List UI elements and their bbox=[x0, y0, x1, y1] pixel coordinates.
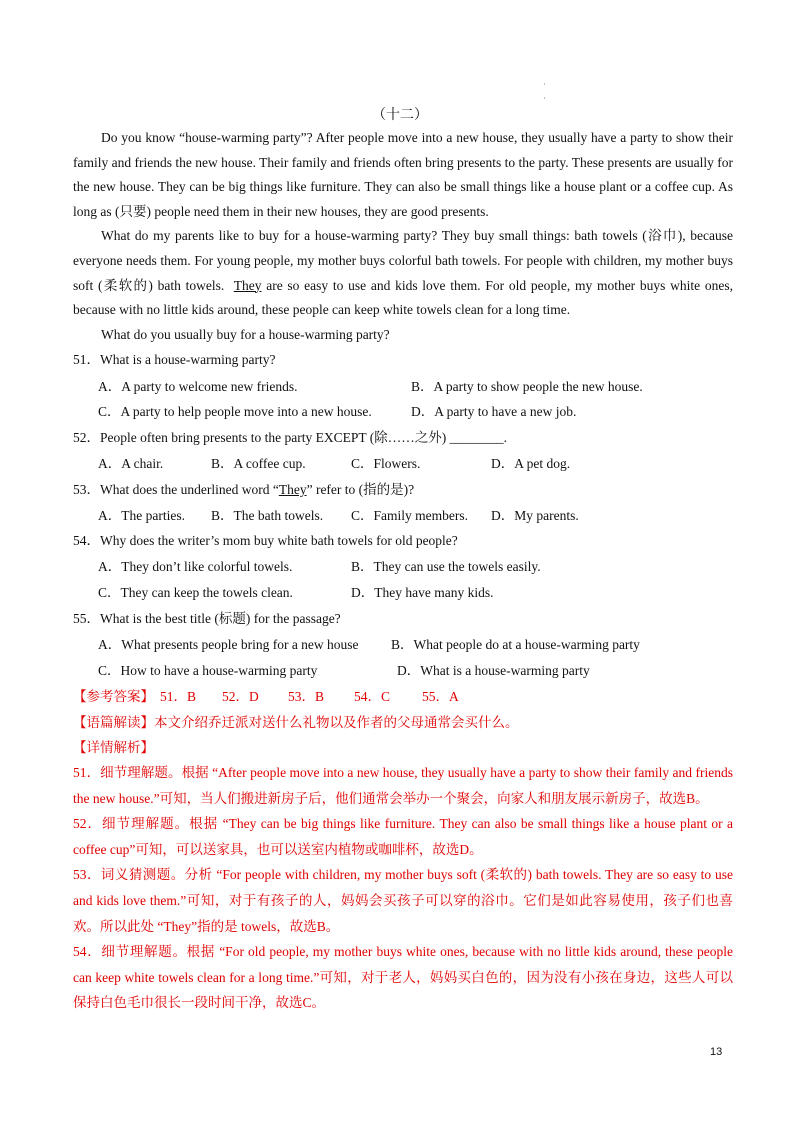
question-53-option-b: B．The bath towels. bbox=[211, 508, 324, 523]
question-55-stem: 55．What is the best title (标题) for the passage? bbox=[73, 611, 341, 626]
page-number: 13 bbox=[710, 1046, 723, 1058]
question-53-underlined-word: They bbox=[278, 482, 307, 497]
summary-label: 【语篇解读】 bbox=[73, 715, 154, 730]
answer-54: 54．C bbox=[354, 689, 391, 704]
answer-51: 51．B bbox=[160, 689, 197, 704]
question-53-stem-pre: 53．What does the underlined word “ bbox=[73, 482, 279, 497]
question-52-option-d: D．A pet dog. bbox=[491, 456, 571, 471]
question-54-option-c: C．They can keep the towels clean. bbox=[98, 585, 293, 600]
question-53-stem bbox=[73, 479, 414, 501]
passage-paragraph-3: What do you usually buy for a house-warming party? bbox=[101, 326, 390, 342]
question-54-stem: 54．Why does the writer’s mom buy white bath towels for old people? bbox=[73, 533, 458, 548]
explanation-52: 52．细节理解题。根据 “They can be big things like furniture. They can also be small things like a house plant or a coffee cup”可知，可以送家具，也可以送室内植物或咖啡杯，故选D。 bbox=[73, 816, 733, 857]
question-52-option-a: A．A chair. bbox=[98, 456, 164, 471]
answer-key-label: 【参考答案】 bbox=[73, 689, 154, 704]
explanation-53: 53．词义猜测题。分析 “For people with children, my mother buys soft (柔软的) bath towels. They are so easy to use and kids love them.”可知，对于有孩子的人，妈妈会买孩子可以穿的浴巾。它们是如此容易使用，孩子们也喜欢。所以此处 “They”指的是 towels，故选B。 bbox=[73, 867, 733, 934]
question-55-option-c: C．How to have a house-warming party bbox=[98, 663, 318, 678]
question-51-option-b: B．A party to show people the new house. bbox=[411, 379, 643, 394]
passage-paragraph-1: Do you know “house-warming party”? After people move into a new house, they usually have a party to show their family and friends the new house. Their family and friends often bring presents to the party. These presents are usually for the new house. They can be big things like furniture. They can also be small things like a house plant or a coffee cup. As long as (只要) people need them in their new houses, they are good presents. bbox=[73, 130, 733, 219]
details-label: 【详情解析】 bbox=[73, 740, 154, 755]
answer-52: 52．D bbox=[222, 689, 259, 704]
explanation-54: 54．细节理解题。根据 “For old people, my mother buys white ones, because with no little kids around, these people can keep white towels clean for a long time.”可知，对于老人，妈妈买白色的，因为没有小孩在身边，这些人可以保持白色毛巾很长一段时间干净，故选C。 bbox=[73, 944, 733, 1011]
question-51-option-c: C．A party to help people move into a new house. bbox=[98, 404, 372, 419]
question-51-option-a: A．A party to welcome new friends. bbox=[98, 379, 298, 394]
summary bbox=[73, 712, 519, 734]
summary-text: 本文介绍乔迁派对送什么礼物以及作者的父母通常会买什么。 bbox=[154, 715, 519, 730]
header-marks: · · bbox=[543, 80, 546, 103]
answer-53: 53．B bbox=[288, 689, 325, 704]
passage-paragraph-2 bbox=[73, 224, 733, 322]
passage-paragraph-2-text: What do my parents like to buy for a house-warming party? They buy small things: bath towels (浴巾), because everyone needs them. For young people, my mother buys colorful bath towels. For people with children, my mother buys soft (柔软的) bath towels. bbox=[73, 228, 733, 293]
question-52-option-b: B．A coffee cup. bbox=[211, 456, 306, 471]
explanations bbox=[73, 760, 733, 1016]
question-52-stem: 52．People often bring presents to the party EXCEPT (除……之外) ________. bbox=[73, 430, 507, 445]
question-53-option-a: A．The parties. bbox=[98, 508, 185, 523]
section-title: （十二） bbox=[372, 108, 428, 123]
question-54-option-a: A．They don’t like colorful towels. bbox=[98, 559, 293, 574]
question-54-option-d: D．They have many kids. bbox=[351, 585, 494, 600]
question-51-option-d: D．A party to have a new job. bbox=[411, 404, 577, 419]
passage-paragraph-2-rest: are so easy to use and kids love them. For old people, my mother buys white ones, because with no little kids around, these people can keep white towels clean for a long time. bbox=[73, 277, 733, 318]
question-51-stem: 51．What is a house-warming party? bbox=[73, 352, 276, 367]
question-55-option-a: A．What presents people bring for a new house bbox=[98, 637, 359, 652]
reading-passage bbox=[73, 126, 733, 347]
question-52-option-c: C．Flowers. bbox=[351, 456, 421, 471]
question-54-option-b: B．They can use the towels easily. bbox=[351, 559, 541, 574]
explanation-51: 51．细节理解题。根据 “After people move into a new house, they usually have a party to show their family and friends the new house.”可知，当人们搬进新房子后，他们通常会举办一个聚会，向家人和朋友展示新房子，故选B。 bbox=[73, 765, 733, 806]
question-55-option-b: B．What people do at a house-warming party bbox=[391, 637, 640, 652]
underlined-word-they: They bbox=[233, 277, 262, 293]
answer-55: 55．A bbox=[422, 689, 459, 704]
question-53-stem-post: ” refer to (指的是)? bbox=[306, 482, 415, 497]
question-55-option-d: D．What is a house-warming party bbox=[397, 663, 590, 678]
question-53-option-c: C．Family members. bbox=[351, 508, 468, 523]
question-53-option-d: D．My parents. bbox=[491, 508, 579, 523]
